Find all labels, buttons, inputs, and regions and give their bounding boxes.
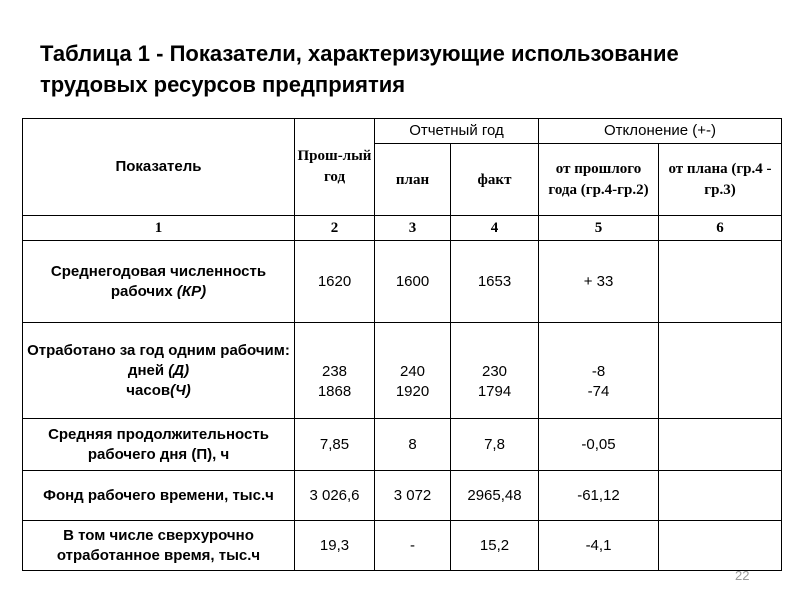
cell-plan: 8 <box>375 419 451 471</box>
table-row-overtime <box>23 521 782 571</box>
cell-from-prev-year: -0,05 <box>539 419 659 471</box>
row-label: Фонд рабочего времени, тыс.ч <box>23 471 295 521</box>
column-number: 1 <box>23 216 295 241</box>
cell-from-plan <box>659 521 782 571</box>
cell-prev-year: 1620 <box>295 241 375 323</box>
cell-from-plan <box>659 323 782 419</box>
header-plan: план <box>375 144 451 216</box>
column-number: 4 <box>451 216 539 241</box>
header-row-1 <box>23 119 782 144</box>
cell-plan: - <box>375 521 451 571</box>
cell-fact: 15,2 <box>451 521 539 571</box>
header-report-year: Отчетный год <box>375 119 539 144</box>
row-label: Отработано за год одним рабочим: дней (Д) часов(Ч) <box>23 323 295 419</box>
row-label: Средняя продолжительность рабочего дня (П), ч <box>23 419 295 471</box>
cell-from-prev-year: -8 -74 <box>539 323 659 419</box>
column-number-row <box>23 216 782 241</box>
header-deviation: Отклонение (+-) <box>539 119 782 144</box>
table-row-time-fund <box>23 471 782 521</box>
cell-from-prev-year: -61,12 <box>539 471 659 521</box>
cell-fact: 2965,48 <box>451 471 539 521</box>
cell-fact: 7,8 <box>451 419 539 471</box>
cell-plan: 3 072 <box>375 471 451 521</box>
cell-from-prev-year: -4,1 <box>539 521 659 571</box>
table-row-workday-length <box>23 419 782 471</box>
column-number: 3 <box>375 216 451 241</box>
cell-fact: 1653 <box>451 241 539 323</box>
header-from-plan: от плана (гр.4 - гр.3) <box>659 144 782 216</box>
cell-from-plan <box>659 419 782 471</box>
column-number: 5 <box>539 216 659 241</box>
slide-title: Таблица 1 - Показатели, характеризующие использование трудовых ресурсов предприятия <box>40 41 679 97</box>
cell-from-plan <box>659 471 782 521</box>
table-row-headcount <box>23 241 782 323</box>
row-label: В том числе сверхурочно отработанное время, тыс.ч <box>23 521 295 571</box>
cell-prev-year: 238 1868 <box>295 323 375 419</box>
header-from-prev-year: от прошлого года (гр.4-гр.2) <box>539 144 659 216</box>
row-label: Среднегодовая численность рабочих (КР) <box>23 241 295 323</box>
cell-plan: 1600 <box>375 241 451 323</box>
header-fact: факт <box>451 144 539 216</box>
cell-prev-year: 3 026,6 <box>295 471 375 521</box>
page-number: 22 <box>735 568 750 583</box>
cell-prev-year: 19,3 <box>295 521 375 571</box>
cell-plan: 240 1920 <box>375 323 451 419</box>
column-number: 6 <box>659 216 782 241</box>
header-prev-year: Прош-лый год <box>295 119 375 216</box>
table-row-worked-per-worker <box>23 323 782 419</box>
cell-prev-year: 7,85 <box>295 419 375 471</box>
cell-fact: 230 1794 <box>451 323 539 419</box>
cell-from-plan <box>659 241 782 323</box>
labor-resources-table <box>22 118 782 571</box>
cell-from-prev-year: + 33 <box>539 241 659 323</box>
header-indicator: Показатель <box>23 119 295 216</box>
column-number: 2 <box>295 216 375 241</box>
